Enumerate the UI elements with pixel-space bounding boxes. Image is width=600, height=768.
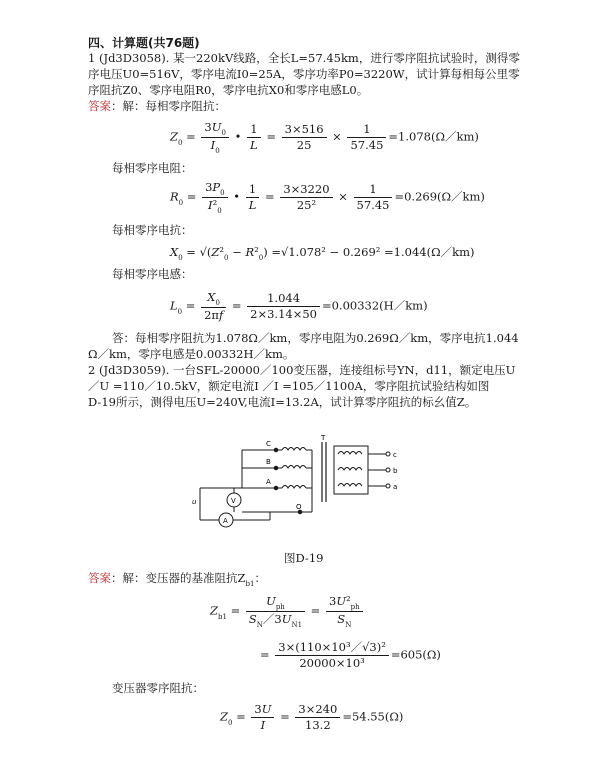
z0-formula: $Z_0$ = $\frac{3U_0}{I_0}$ • $\frac{1}{L}$ = $\frac{3\times 516}{25}$ × $\frac{1}{57.45}$ =1.078(Ω／km) [170,120,479,155]
r0-label: 每相零序电阻： [112,161,193,175]
voltmeter-label: V [231,497,236,505]
problem2-line2: ／U =110／10.5kV，额定电流I ／I =105／1100A，零序阻抗试验结构如图 [88,379,490,393]
answer2-line: 答案：解：变压器的基准阻抗$Z_{b1}$： [88,571,266,588]
secondary-winding-a [338,484,362,487]
ammeter-label: A [223,517,228,525]
phase-label-c: C [266,440,271,448]
primary-winding-c [282,448,306,451]
zb-result: =605(Ω) [390,647,441,662]
conclusion1-line2: Ω／km，零序电感是0.00332H／km。 [88,347,295,361]
l0-label: 每相零序电感： [112,267,193,281]
secondary-winding-c [338,452,362,455]
secondary-winding-b [338,468,362,471]
problem1-line1: 1 (Jd3D3058). 某一220kV线路，全长L=57.45km，进行零序阻抗试验时，测得零 [88,51,520,65]
phase-label-a: A [266,478,271,486]
answer2-intro: 解：变压器的基准阻抗Z [122,571,246,585]
zb-formula: $Z_{b1}$ = $\frac{U_{ph}}{S_N/3U_{N1}}$ = $\frac{3U^2_{ph}}{S_N}$ [210,594,365,629]
zb-calc: = $\frac{\text{3×(110×10³／√3)²}}{\text{20000×10³}}$ =605(Ω) [260,640,441,670]
circuit-diagram [190,432,422,540]
answer1-line: 答案：解：每相零序阻抗： [88,99,226,113]
problem2-line1: 2 (Jd3D3059). 一台SFL-20000／100变压器，连接组标号YN，d11，额定电压U [88,363,516,377]
source-label: u [192,498,197,506]
problem1-line2: 序电压U0=516V，零序电流I0=25A，零序功率P0=3220W，试计算每相每公里零 [88,67,520,81]
x0-expr: =√1.078² − 0.269² =1.044(Ω／km) [271,245,475,259]
z0-result: =1.078(Ω／km) [388,129,479,144]
conclusion1-line1: 答：每相零序阻抗为1.078Ω／km，零序电阻为0.269Ω／km，零序电抗1.044 [112,331,519,345]
r0-formula: $R_0$ = $\frac{3P_0}{I^2_0}$ • $\frac{1}{L}$ = $\frac{3\times 3220}{\text{25²}}$ × $\frac{1}{57.45}$ =0.269(Ω／km) [170,180,485,215]
primary-winding-a [282,486,306,489]
z0-transformer-formula: $Z_0$ = $\frac{3U}{I}$ = $\frac{3\times 240}{13.2}$ =54.55(Ω) [220,702,404,732]
secondary-label-a: a [393,483,398,491]
primary-winding-b [282,466,306,469]
z0-transformer-label: 变压器零序阻抗： [112,681,204,695]
answer2-label: 答案 [88,571,111,585]
phase-label-b: B [266,458,271,466]
z0-transformer-result: =54.55(Ω) [342,709,404,724]
problem2-line3: D-19所示，测得电压U=240V,电流I=13.2A，试计算零序阻抗的标幺值Z。 [88,395,477,409]
answer-label: 答案 [88,99,111,113]
x0-formula: $X_0 = √(Z^2_0 - R^2_0) =√1.078^2 - 0.269^2$ =1.044(Ω／km) [170,245,475,262]
secondary-label-b: b [393,467,398,475]
figure-caption: 图D-19 [284,551,324,565]
section-title: 四、计算题(共76题) [88,36,200,50]
phase-label-o: O [296,503,302,511]
answer1-intro: 解：每相零序阻抗： [122,99,226,113]
x0-label: 每相零序电抗： [112,223,193,237]
r0-result: =0.269(Ω／km) [394,189,485,204]
problem1-line3: 序阻抗Z0、零序电阻R0，零序电抗X0和零序电感L0。 [88,83,369,97]
l0-result: =0.00332(H／km) [321,298,428,313]
secondary-label-c: c [393,451,397,459]
l0-formula: $L_0$ = $\frac{X_0}{2\pi f}$ = $\frac{1.044}{2\times 3.14\times 50}$ =0.00332(H／km) [170,290,428,322]
transformer-label: T [321,434,326,442]
